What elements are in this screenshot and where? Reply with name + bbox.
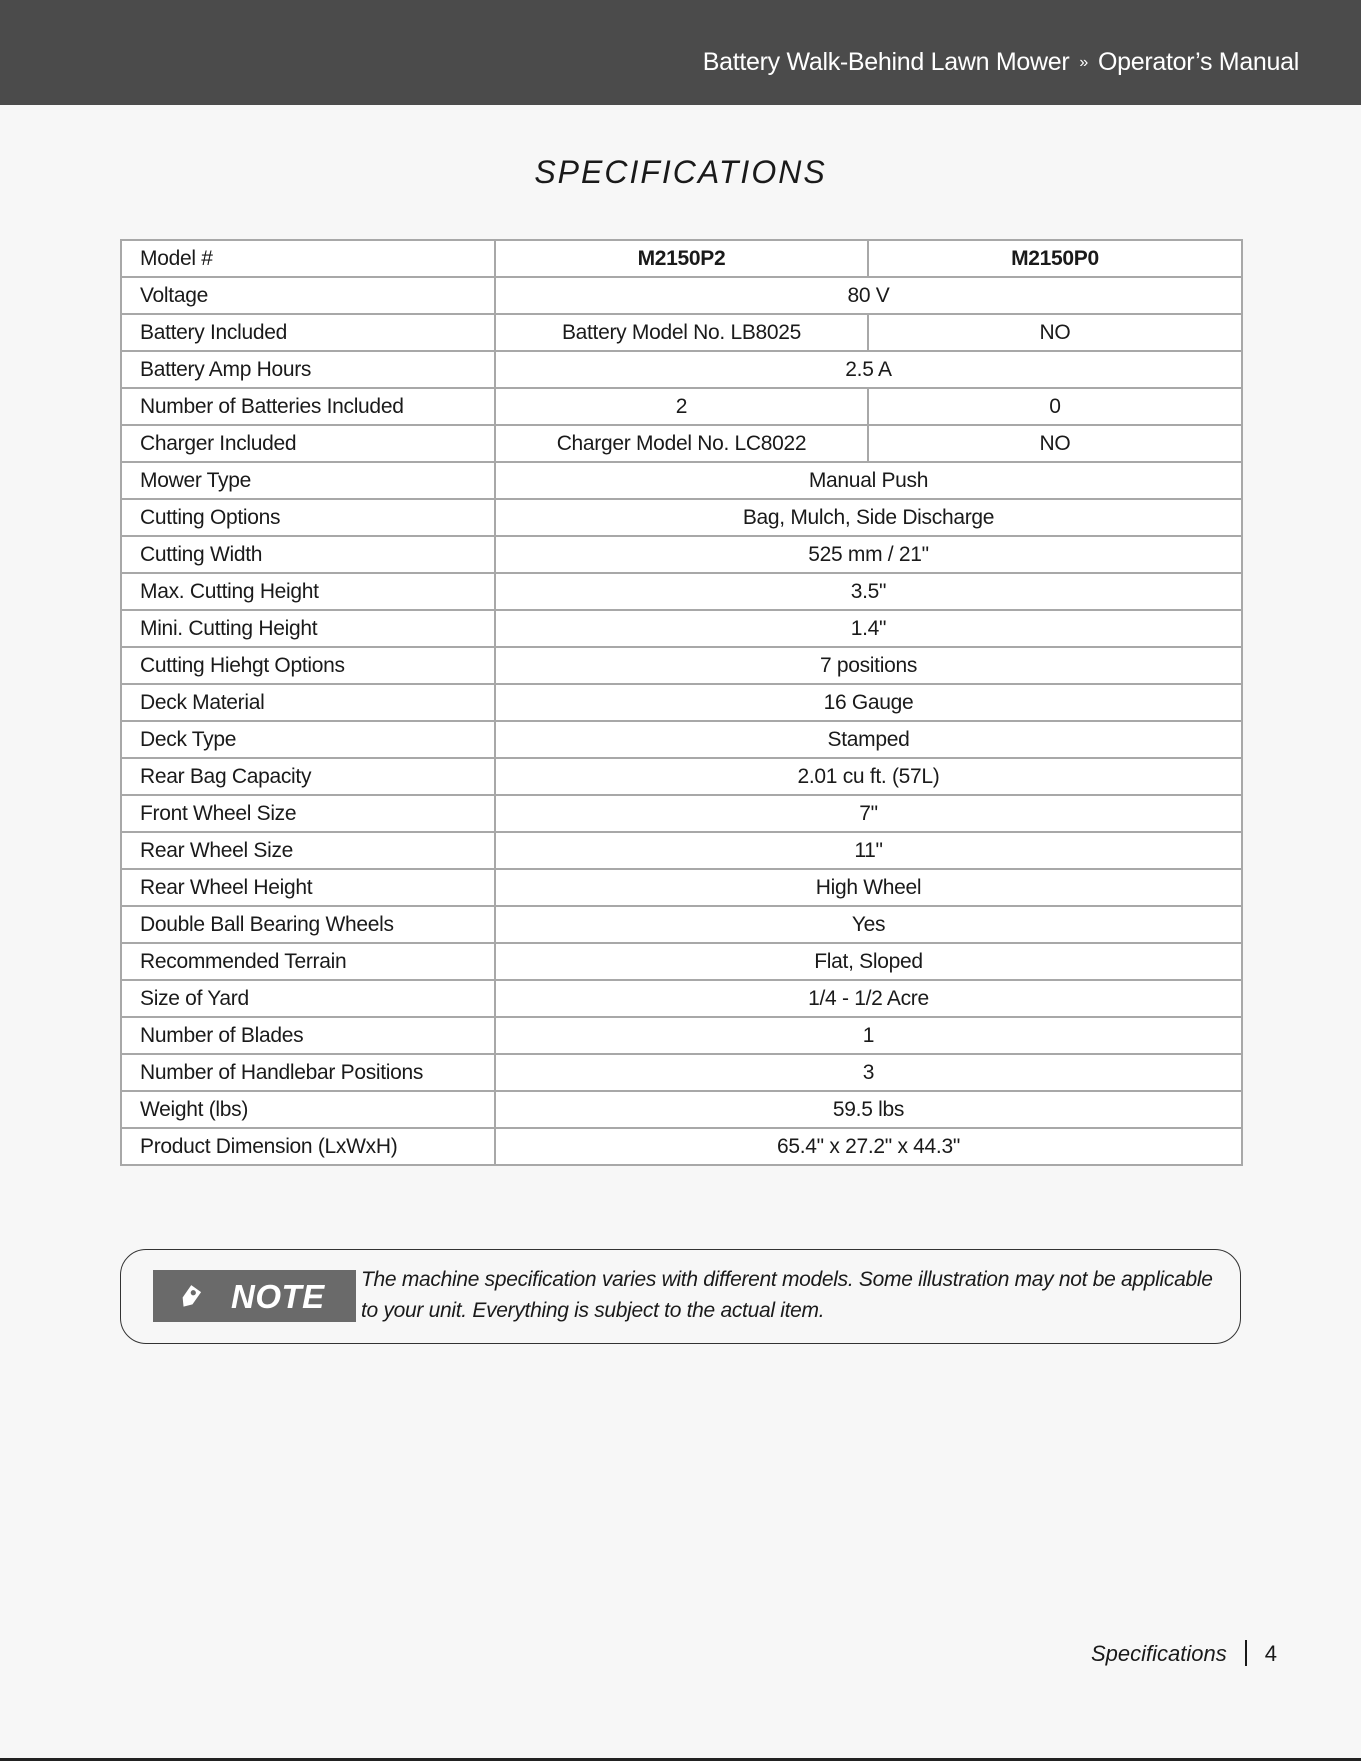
table-row <box>121 684 1242 721</box>
note-label: NOTE <box>231 1278 325 1315</box>
table-row <box>121 758 1242 795</box>
spec-label: Rear Bag Capacity <box>121 758 495 795</box>
tag-icon <box>175 1280 207 1312</box>
spec-value: Flat, Sloped <box>495 943 1242 980</box>
header-breadcrumb <box>703 48 1299 77</box>
table-row <box>121 240 1242 277</box>
spec-label: Size of Yard <box>121 980 495 1017</box>
note-badge <box>153 1270 356 1322</box>
specifications-table <box>120 239 1243 1166</box>
table-row <box>121 1017 1242 1054</box>
note-box <box>120 1249 1241 1344</box>
spec-label: Number of Handlebar Positions <box>121 1054 495 1091</box>
spec-value: 2.01 cu ft. (57L) <box>495 758 1242 795</box>
note-text: The machine specification varies with different models. Some illustration may not be applicable to your unit. Everything is subject to the actual item. <box>361 1268 1213 1322</box>
spec-label: Battery Included <box>121 314 495 351</box>
header-manual-name: Operator’s Manual <box>1097 48 1299 76</box>
spec-value: 16 Gauge <box>495 684 1242 721</box>
header-product-name: Battery Walk-Behind Lawn Mower <box>702 48 1070 76</box>
spec-label: Max. Cutting Height <box>121 573 495 610</box>
table-row <box>121 721 1242 758</box>
spec-label: Rear Wheel Height <box>121 869 495 906</box>
spec-label: Model # <box>121 240 495 277</box>
spec-label: Weight (lbs) <box>121 1091 495 1128</box>
table-row <box>121 351 1242 388</box>
spec-value: M2150P0 <box>868 240 1242 277</box>
spec-value: 0 <box>868 388 1242 425</box>
spec-value: M2150P2 <box>495 240 868 277</box>
table-row <box>121 425 1242 462</box>
spec-label: Deck Type <box>121 721 495 758</box>
table-row <box>121 832 1242 869</box>
table-row <box>121 980 1242 1017</box>
spec-value: 1 <box>495 1017 1242 1054</box>
table-row <box>121 536 1242 573</box>
spec-value: 1/4 - 1/2 Acre <box>495 980 1242 1017</box>
table-row <box>121 573 1242 610</box>
spec-value: 3 <box>495 1054 1242 1091</box>
page-footer <box>1091 1640 1277 1667</box>
spec-value: 1.4" <box>495 610 1242 647</box>
spec-value: 3.5" <box>495 573 1242 610</box>
spec-label: Deck Material <box>121 684 495 721</box>
page-number: 4 <box>1264 1641 1277 1666</box>
spec-value: 80 V <box>495 277 1242 314</box>
table-row <box>121 943 1242 980</box>
spec-label: Rear Wheel Size <box>121 832 495 869</box>
spec-value: NO <box>868 314 1242 351</box>
spec-value: 2.5 A <box>495 351 1242 388</box>
spec-label: Cutting Hiehgt Options <box>121 647 495 684</box>
specifications-table-body <box>121 240 1242 1165</box>
spec-value: Yes <box>495 906 1242 943</box>
table-row <box>121 388 1242 425</box>
spec-value: 525 mm / 21" <box>495 536 1242 573</box>
spec-label: Battery Amp Hours <box>121 351 495 388</box>
table-row <box>121 869 1242 906</box>
spec-value: Stamped <box>495 721 1242 758</box>
spec-value: 2 <box>495 388 868 425</box>
spec-value: High Wheel <box>495 869 1242 906</box>
spec-value: Charger Model No. LC8022 <box>495 425 868 462</box>
spec-label: Cutting Options <box>121 499 495 536</box>
spec-value: 59.5 lbs <box>495 1091 1242 1128</box>
table-row <box>121 647 1242 684</box>
table-row <box>121 277 1242 314</box>
table-row <box>121 1091 1242 1128</box>
table-row <box>121 610 1242 647</box>
footer-section-name: Specifications <box>1091 1641 1227 1666</box>
table-row <box>121 1054 1242 1091</box>
table-row <box>121 906 1242 943</box>
page-title: SPECIFICATIONS <box>534 154 827 190</box>
spec-label: Number of Blades <box>121 1017 495 1054</box>
spec-label: Charger Included <box>121 425 495 462</box>
table-row <box>121 499 1242 536</box>
spec-value: 7 positions <box>495 647 1242 684</box>
spec-label: Cutting Width <box>121 536 495 573</box>
spec-value: Battery Model No. LB8025 <box>495 314 868 351</box>
spec-value: 7" <box>495 795 1242 832</box>
spec-value: Bag, Mulch, Side Discharge <box>495 499 1242 536</box>
spec-label: Double Ball Bearing Wheels <box>121 906 495 943</box>
spec-value: 65.4" x 27.2" x 44.3" <box>495 1128 1242 1165</box>
spec-value: NO <box>868 425 1242 462</box>
table-row <box>121 314 1242 351</box>
spec-label: Number of Batteries Included <box>121 388 495 425</box>
table-row <box>121 462 1242 499</box>
spec-label: Front Wheel Size <box>121 795 495 832</box>
page-header <box>0 0 1361 105</box>
spec-label: Voltage <box>121 277 495 314</box>
table-row <box>121 1128 1242 1165</box>
spec-label: Mini. Cutting Height <box>121 610 495 647</box>
spec-label: Product Dimension (LxWxH) <box>121 1128 495 1165</box>
spec-value: Manual Push <box>495 462 1242 499</box>
footer-divider <box>1245 1640 1247 1666</box>
spec-value: 11" <box>495 832 1242 869</box>
header-separator: » <box>1079 54 1088 71</box>
spec-label: Mower Type <box>121 462 495 499</box>
spec-label: Recommended Terrain <box>121 943 495 980</box>
table-row <box>121 795 1242 832</box>
